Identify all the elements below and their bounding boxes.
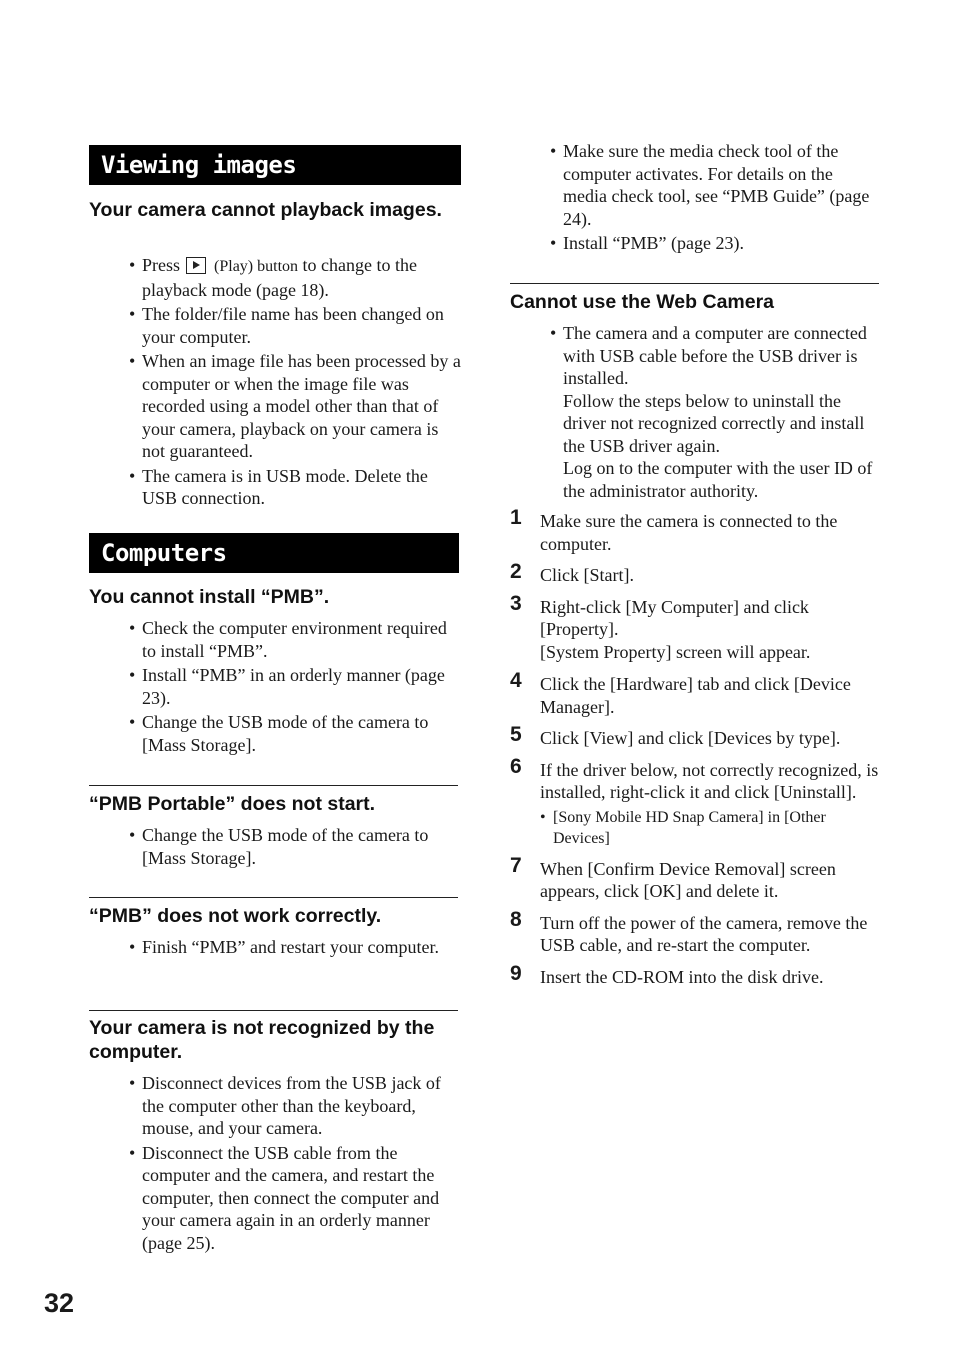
webcam-steps-list xyxy=(510,506,880,988)
step-item: 3 Right-click [My Computer] and click [Property]. [System Property] screen will appear. xyxy=(510,591,811,662)
list-item: • The camera and a computer are connected with USB cable before the USB driver is installed. Follow the steps below to uninstall the driver not recognized correctly and install the USB driver again. Log on to the computer with the user ID of the administrator authority. xyxy=(550,322,878,502)
list-item: • Change the USB mode of the camera to [Mass Storage]. xyxy=(129,824,461,869)
step-number: 5 xyxy=(510,723,522,746)
list-item: • The camera is in USB mode. Delete the USB connection. xyxy=(129,465,461,510)
list-item: • Make sure the media check tool of the computer activates. For details on the media check tool, see “PMB Guide” (page 24). xyxy=(550,140,878,230)
divider xyxy=(89,897,458,898)
heading-cannot-install-pmb: You cannot install “PMB”. xyxy=(89,586,330,608)
playback-bullet-list xyxy=(129,254,461,512)
section-title-computers: Computers xyxy=(89,533,459,573)
list-item: • Change the USB mode of the camera to [Mass Storage]. xyxy=(129,711,461,756)
list-item: • Install “PMB” (page 23). xyxy=(550,232,878,255)
list-item: • The folder/file name has been changed on your computer. xyxy=(129,303,461,348)
recognized-bullet-list xyxy=(129,1072,461,1256)
divider xyxy=(89,1010,458,1011)
section-title-viewing-images: Viewing images xyxy=(89,145,461,185)
list-item: • Disconnect the USB cable from the computer and the camera, and restart the computer, then connect the computer and your camera again in an orderly manner (page 25). xyxy=(129,1142,461,1255)
step-item: 9 Insert the CD-ROM into the disk drive. xyxy=(510,961,824,987)
step-number: 8 xyxy=(510,907,522,931)
pmb-bullet-list xyxy=(129,936,461,961)
step-number: 7 xyxy=(510,853,522,877)
list-item: • Install “PMB” in an orderly manner (page 23). xyxy=(129,664,461,709)
step-item: 1 Make sure the camera is connected to the computer. xyxy=(510,506,838,554)
step-number: 4 xyxy=(510,669,522,692)
step-item: 2 Click [Start]. xyxy=(510,560,634,585)
divider xyxy=(510,283,879,284)
step-number: 1 xyxy=(510,506,522,529)
list-item: • Disconnect devices from the USB jack of the computer other than the keyboard, mouse, and your camera. xyxy=(129,1072,461,1140)
list-item: • When an image file has been processed by a computer or when the image file was recorded using a model other than that of your camera, playback on your camera is not guaranteed. xyxy=(129,350,461,463)
recognized-bullet-list-continued xyxy=(550,140,878,257)
step-item: 7 When [Confirm Device Removal] screen appears, click [OK] and delete it. xyxy=(510,853,836,901)
list-item: • Press (Play) button to change to the playback mode (page 18). xyxy=(129,254,461,301)
webcam-bullet-list xyxy=(550,322,878,504)
list-item: • Check the computer environment required to install “PMB”. xyxy=(129,617,461,662)
page-number: 32 xyxy=(44,1288,75,1318)
step-number: 3 xyxy=(510,591,522,615)
portable-bullet-list xyxy=(129,824,461,871)
heading-camera-not-recognized: Your camera is not recognized by the computer. xyxy=(89,1017,435,1063)
heading-camera-cannot-playback: Your camera cannot playback images. xyxy=(89,199,442,221)
heading-pmb-not-working: “PMB” does not work correctly. xyxy=(89,905,382,927)
step-number: 9 xyxy=(510,961,522,985)
step-item: 5 Click [View] and click [Devices by type]. xyxy=(510,723,841,748)
step-number: 2 xyxy=(510,560,522,583)
play-button-icon xyxy=(186,257,206,274)
install-bullet-list xyxy=(129,617,461,758)
step-item: 8 Turn off the power of the camera, remove the USB cable, and re-start the computer. xyxy=(510,907,868,955)
step-sub-bullet: • [Sony Mobile HD Snap Camera] in [Other Devices] xyxy=(540,808,826,847)
heading-cannot-use-web-camera: Cannot use the Web Camera xyxy=(510,291,775,313)
step-item: 4 Click the [Hardware] tab and click [Device Manager]. xyxy=(510,669,851,717)
heading-pmb-portable: “PMB Portable” does not start. xyxy=(89,793,376,815)
list-item: • Finish “PMB” and restart your computer. xyxy=(129,936,461,959)
step-number: 6 xyxy=(510,754,522,778)
step-item: 6 If the driver below, not correctly recognized, is installed, right-click it and click [Uninstall]. • [Sony Mobile HD Snap Camera] in [Other Devices] xyxy=(510,754,879,847)
divider xyxy=(89,785,458,786)
